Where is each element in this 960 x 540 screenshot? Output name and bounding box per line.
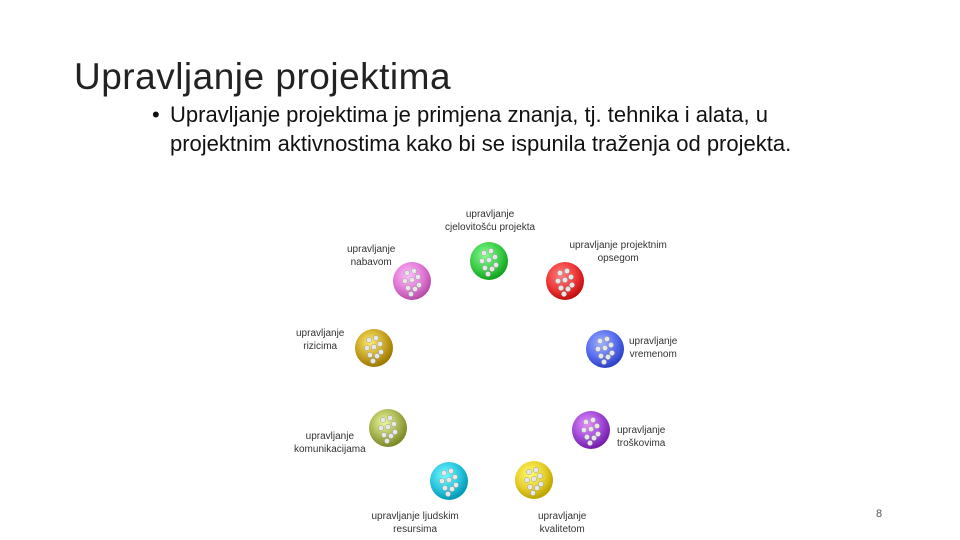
node-label-quality: [538, 510, 586, 536]
molecule-ball-icon: [469, 241, 509, 281]
node-label-line: resursima: [393, 524, 438, 535]
node-label-procurement: [347, 243, 395, 269]
node-label-line: upravljanje: [465, 209, 515, 220]
molecule-ball-icon: [545, 261, 585, 301]
molecule-ball-icon: [514, 460, 554, 500]
page-number: 8: [876, 508, 883, 520]
node-label-line: upravljanje: [629, 336, 678, 347]
node-label-line: upravljanje ljudskim: [371, 511, 459, 522]
node-label-communication: [294, 430, 366, 456]
node-label-line: nabavom: [350, 257, 392, 268]
node-label-line: upravljanje: [296, 328, 345, 339]
molecule-ball-icon: [585, 329, 625, 369]
molecule-ball-icon: [429, 461, 469, 501]
molecule-ball-icon: [368, 408, 408, 448]
node-label-line: rizicima: [303, 341, 338, 352]
node-label-line: vremenom: [629, 349, 677, 360]
molecule-ball-icon: [354, 328, 394, 368]
node-label-line: upravljanje: [347, 244, 396, 255]
node-label-line: cjelovitošću projekta: [445, 222, 536, 233]
molecule-ball-icon: [571, 410, 611, 450]
node-label-risk: [296, 327, 344, 353]
knowledge-areas-diagram: [280, 200, 700, 540]
node-label-scope: [570, 239, 667, 265]
node-label-line: upravljanje projektnim: [569, 240, 667, 251]
node-label-cost: [617, 424, 665, 450]
slide-title: Upravljanje projektima: [74, 56, 452, 97]
node-label-line: troškovima: [617, 438, 666, 449]
bullet-text: Upravljanje projektima je primjena znanja, tj. tehnika i alata, u projektnim aktivnostima kako bi se ispunila traženja od projekta.: [170, 102, 792, 156]
node-label-line: kvalitetom: [539, 524, 585, 535]
node-label-hr: [372, 510, 459, 536]
node-label-time: [629, 335, 677, 361]
node-label-line: upravljanje: [538, 511, 587, 522]
molecule-ball-icon: [392, 261, 432, 301]
node-label-line: upravljanje: [617, 425, 666, 436]
node-label-line: upravljanje: [305, 431, 355, 442]
node-label-line: komunikacijama: [294, 444, 366, 455]
bullet-dot: •: [152, 102, 160, 127]
bullet-point: [152, 100, 812, 158]
node-label-integration: [445, 208, 535, 234]
node-label-line: opsegom: [597, 253, 639, 264]
